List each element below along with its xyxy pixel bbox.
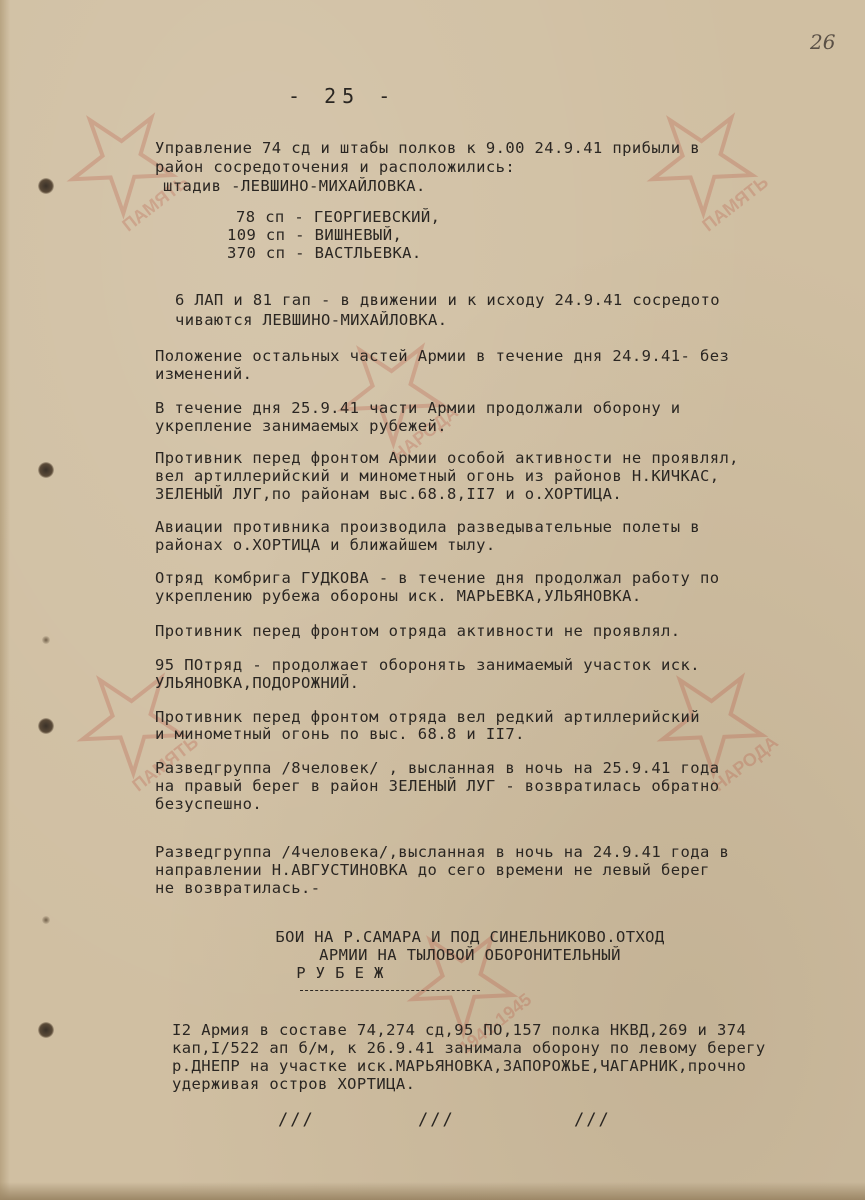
text-line: кап,I/522 ап б/м, к 26.9.41 занимала оборону по левому берегу [172, 1039, 766, 1057]
star-icon [614, 74, 796, 256]
text-line: Противник перед фронтом отряда активности не проявлял. [155, 622, 681, 640]
text-line: Отряд комбрига ГУДКОВА - в течение дня продолжал работу по [155, 569, 720, 587]
text-line: 95 ПОтряд - продолжает оборонять занимаемый участок иск. [155, 656, 700, 674]
text-line: изменений. [155, 365, 253, 383]
section-heading-line: АРМИИ НА ТЫЛОВОЙ ОБОРОНИТЕЛЬНЫЙ [319, 946, 621, 964]
text-line: штадив -ЛЕВШИНО-МИХАЙЛОВКА. [163, 177, 426, 195]
archive-page-number: 26 [810, 30, 836, 54]
text-line: укреплению рубежа обороны иск. МАРЬЕВКА,УЛЬЯНОВКА. [155, 587, 642, 605]
text-line: Авиации противника производила разведывательные полеты в [155, 518, 700, 536]
punch-hole-small [42, 916, 50, 924]
text-line: Противник перед фронтом Армии особой активности не проявлял, [155, 449, 739, 467]
svg-text:НАРОДА: НАРОДА [388, 401, 462, 466]
heading-underline [300, 990, 480, 991]
punch-hole [38, 1022, 54, 1038]
text-line: ЗЕЛЕНЫЙ ЛУГ,по районам выс.68.8,II7 и о.ХОРТИЦА. [155, 485, 623, 503]
text-line: Положение остальных частей Армии в течение дня 24.9.41- без [155, 347, 730, 365]
text-line: 6 ЛАП и 81 гап - в движении и к исходу 24.9.41 сосредото [175, 291, 720, 309]
svg-text:ПАМЯТЬ: ПАМЯТЬ [128, 731, 202, 796]
text-line: на правый берег в район ЗЕЛЕНЫЙ ЛУГ - возвратилась обратно [155, 777, 720, 795]
text-line: 370 сп - ВАСТЛЬЕВКА. [227, 244, 422, 262]
end-mark: /// [574, 1110, 611, 1130]
text-line: безуспешно. [155, 795, 263, 813]
text-line: вел артиллерийский и минометный огонь из районов Н.КИЧКАС, [155, 467, 720, 485]
end-mark: /// [418, 1110, 455, 1130]
end-mark: /// [278, 1110, 315, 1130]
text-line: укрепление занимаемых рубежей. [155, 417, 447, 435]
text-line: р.ДНЕПР на участке иск.МАРЬЯНОВКА,ЗАПОРОЖЬЕ,ЧАГАРНИК,прочно [172, 1057, 747, 1075]
text-line: I2 Армия в составе 74,274 сд,95 ПО,157 полка НКВД,269 и 374 [172, 1021, 747, 1039]
text-line: не возвратилась.- [155, 879, 321, 897]
text-line: Разведгруппа /8человек/ , высланная в ночь на 25.9.41 года [155, 759, 720, 777]
punch-hole [38, 178, 54, 194]
punch-hole-small [42, 636, 50, 644]
watermark-stamp [614, 74, 796, 256]
text-line: чиваются ЛЕВШИНО-МИХАЙЛОВКА. [175, 311, 448, 329]
text-line: Разведгруппа /4человека/,высланная в ночь на 24.9.41 года в [155, 843, 730, 861]
text-line: районах о.ХОРТИЦА и ближайшем тылу. [155, 536, 496, 554]
text-line: 78 сп - ГЕОРГИЕВСКИЙ, [236, 208, 441, 226]
text-line: Управление 74 сд и штабы полков к 9.00 24.9.41 прибыли в [155, 139, 700, 157]
text-line: 109 сп - ВИШНЕВЫЙ, [227, 226, 403, 244]
page-edge-shadow [0, 0, 10, 1200]
text-line: направлении Н.АВГУСТИНОВКА до сего времени не левый берег [155, 861, 710, 879]
svg-text:ПАМЯТЬ: ПАМЯТЬ [698, 171, 772, 236]
text-line: и минометный огонь по выс. 68.8 и II7. [155, 725, 525, 743]
punch-hole [38, 462, 54, 478]
svg-text:ПАМЯТЬ: ПАМЯТЬ [118, 171, 192, 236]
section-heading-line: БОИ НА Р.САМАРА И ПОД СИНЕЛЬНИКОВО.ОТХОД [275, 928, 665, 946]
svg-text:НАРОДА: НАРОДА [708, 731, 782, 796]
page-bottom-shadow [0, 1182, 865, 1200]
page-number: - 25 - [288, 84, 397, 108]
text-line: В течение дня 25.9.41 части Армии продолжали оборону и [155, 399, 681, 417]
text-line: удерживая остров ХОРТИЦА. [172, 1075, 416, 1093]
svg-text:1941-1945: 1941-1945 [455, 989, 536, 1058]
text-line: Противник перед фронтом отряда вел редкий артиллерийский [155, 708, 700, 726]
section-heading-line: Р У Б Е Ж [296, 964, 384, 982]
text-line: район сосредоточения и расположились: [155, 158, 516, 176]
text-line: УЛЬЯНОВКА,ПОДОРОЖНИЙ. [155, 674, 360, 692]
